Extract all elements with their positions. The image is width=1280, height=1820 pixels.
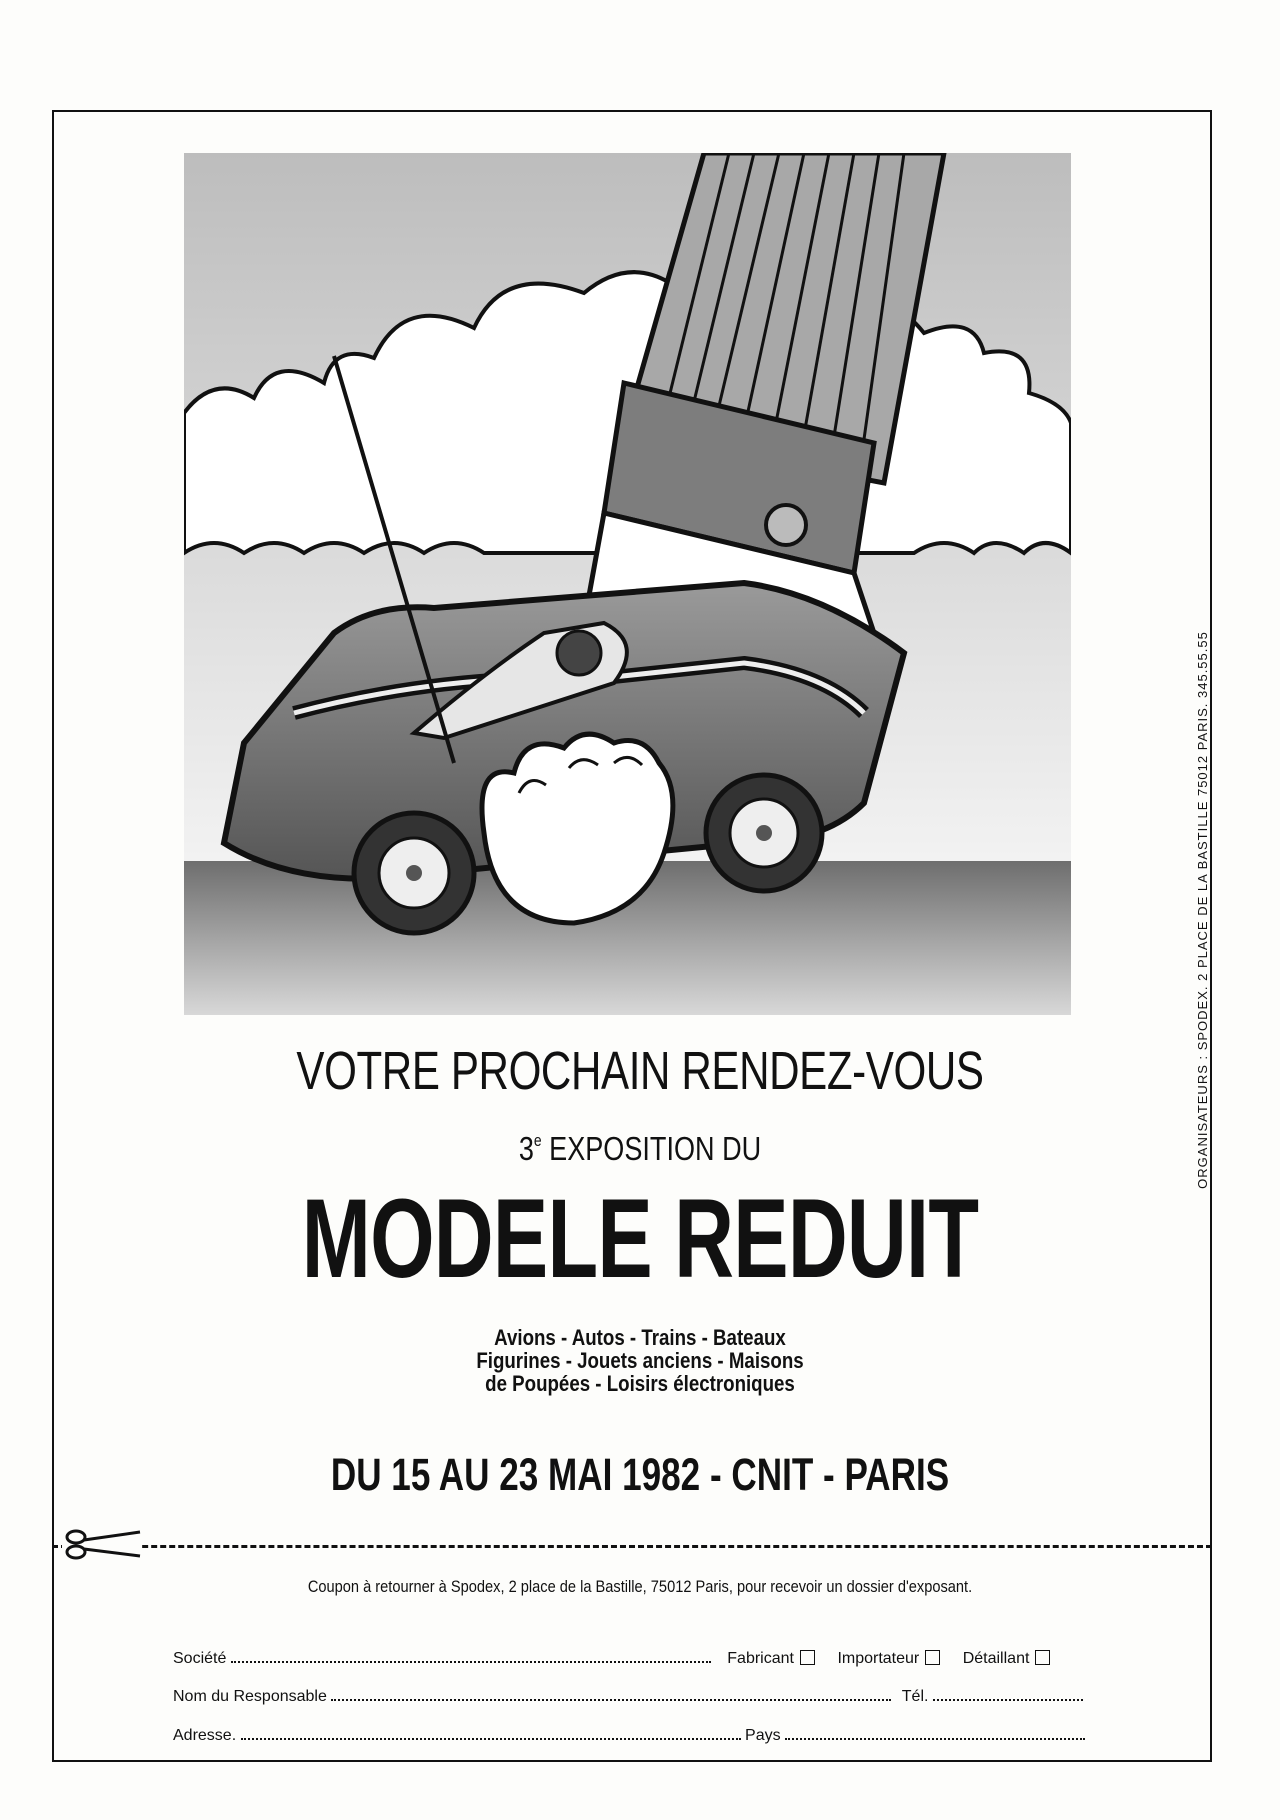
adresse-field[interactable]: [241, 1738, 741, 1740]
societe-label: Société: [173, 1650, 227, 1667]
categories-line: de Poupées - Loisirs électroniques: [485, 1371, 795, 1396]
form-row-adresse: [173, 1727, 1093, 1745]
form-row-responsable: [173, 1688, 1093, 1706]
driver-helmet: [557, 631, 601, 675]
event-dates: DU 15 AU 23 MAI 1982 - CNIT - PARIS: [330, 1449, 950, 1500]
fabricant-label: Fabricant: [727, 1650, 794, 1667]
poster-illustration: [184, 153, 1071, 1015]
pays-field[interactable]: [785, 1738, 1085, 1740]
headline: VOTRE PROCHAIN RENDEZ-VOUS: [296, 1041, 984, 1101]
importateur-checkbox[interactable]: [925, 1650, 940, 1665]
coupon-instruction: Coupon à retourner à Spodex, 2 place de la Bastille, 75012 Paris, pour recevoir un dossier d'exposant.: [307, 1577, 973, 1596]
adresse-label: Adresse.: [173, 1727, 237, 1744]
subheadline-text: EXPOSITION DU: [549, 1130, 762, 1167]
organizer-vertical-text: ORGANISATEURS : SPODEX. 2 PLACE DE LA BASTILLE 75012 PARIS. 345.55.55: [1195, 631, 1210, 1189]
scissors-icon: [62, 1524, 142, 1564]
rear-wheel: [706, 775, 822, 891]
categories-line: Figurines - Jouets anciens - Maisons: [476, 1348, 804, 1373]
detaillant-checkbox[interactable]: [1035, 1650, 1050, 1665]
societe-field[interactable]: [231, 1661, 711, 1663]
categories-line: Avions - Autos - Trains - Bateaux: [494, 1325, 786, 1350]
form-row-societe: [173, 1650, 1093, 1668]
pays-label: Pays: [745, 1727, 781, 1744]
detaillant-label: Détaillant: [962, 1650, 1030, 1667]
fabricant-checkbox[interactable]: [800, 1650, 815, 1665]
front-wheel: [354, 813, 474, 933]
tel-field[interactable]: [933, 1699, 1083, 1701]
responsable-label: Nom du Responsable: [173, 1688, 327, 1705]
cut-line: [52, 1545, 1212, 1548]
categories-list: [96, 1326, 1184, 1395]
importateur-label: Importateur: [837, 1650, 920, 1667]
tel-label: Tél.: [901, 1688, 929, 1705]
ordinal-suffix: e: [533, 1131, 542, 1150]
poster-title: MODELE REDUIT: [301, 1176, 979, 1301]
responsable-field[interactable]: [331, 1699, 891, 1701]
cuff-button: [766, 505, 806, 545]
ordinal-number: 3: [518, 1130, 534, 1167]
exhibition-subheadline: [115, 1130, 1165, 1168]
